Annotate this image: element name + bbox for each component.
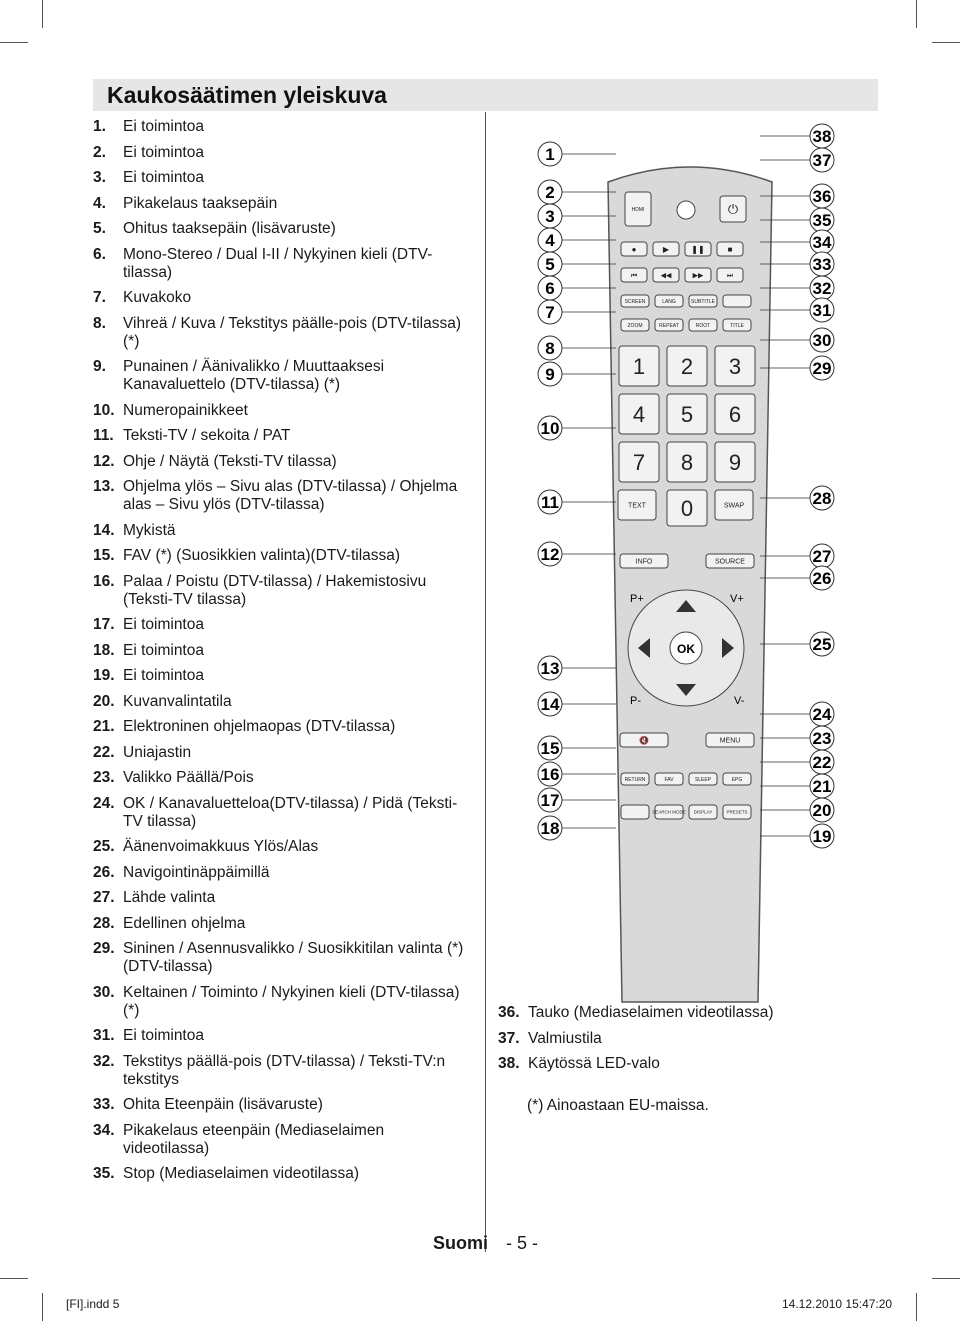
item-text: Pikakelaus taaksepäin [123,194,278,212]
callout-3-label: 3 [545,207,555,226]
item-number: 1. [93,118,106,135]
list-item [93,195,473,213]
item-number: 2. [93,143,106,161]
play-button-label: ▶ [662,244,670,254]
callout-14-label: 14 [540,695,560,714]
item-number: 7. [93,289,106,306]
item-text: Ei toimintoa [123,667,204,684]
list-item [93,642,473,660]
callout-27-label: 27 [812,547,832,566]
item-number: 13. [93,478,115,495]
item-number: 37. [498,1029,520,1047]
item-number: 5. [93,220,106,237]
item-text: Uniajastin [123,743,192,761]
callout-32-label: 32 [812,279,832,298]
swap-button-label: SWAP [723,502,745,510]
item-number: 29. [93,940,115,957]
item-number: 35. [93,1165,115,1182]
list-item [93,573,473,609]
item-text: Ohje / Näytä (Teksti-TV tilassa) [123,452,337,470]
item-text: Valikko Päällä/Pois [123,769,254,786]
callout-22-label: 22 [812,753,832,772]
digit-5-button-label: 5 [680,401,694,427]
item-text: OK / Kanavaluetteloa(DTV-tilassa) / Pidä (Teksti-TV tilassa) [123,794,458,830]
crop-mark [42,0,43,28]
info-button-label: INFO [635,558,653,566]
item-number: 34. [93,1121,115,1139]
callout-25-label: 25 [812,635,832,654]
digit-9-button-label: 9 [728,449,742,475]
digit-0-button-label: 0 [680,495,694,521]
item-text: Elektroninen ohjelmaopas (DTV-tilassa) [123,718,396,735]
callout-33-label: 33 [812,255,832,274]
remote-svg [520,112,860,1012]
ok-label: OK [677,642,695,656]
callout-24-label: 24 [812,705,832,724]
list-item [93,118,473,136]
screen-button-label: SCREEN [624,298,646,305]
item-text: Pikakelaus eteenpäin (Mediaselaimen videotilassa) [123,1121,385,1157]
digit-4-button-label: 4 [632,401,646,427]
list-item [93,915,473,933]
callout-31-label: 31 [812,301,832,320]
source-button-label: SOURCE [715,558,745,566]
item-number: 19. [93,667,115,684]
item-text: Mykistä [123,521,176,539]
callout-21-label: 21 [812,777,832,796]
callout-6-label: 6 [545,279,555,298]
list-item [498,1030,938,1048]
list-item [93,220,473,238]
crop-mark [42,1293,43,1321]
item-text: Kuvanvalintatila [123,692,232,710]
list-item [93,718,473,736]
crop-mark [0,42,28,43]
callout-1-label: 1 [545,145,555,164]
callout-8-label: 8 [545,339,555,358]
page-title: Kaukosäätimen yleiskuva [107,82,387,108]
return-button-label: RETURN [624,776,646,783]
callout-2-label: 2 [545,183,555,202]
v-minus-label: V- [734,695,745,707]
crop-mark [932,42,960,43]
item-number: 26. [93,863,115,881]
item-text: Edellinen ohjelma [123,914,246,932]
item-text: Ohita Eteenpäin (lisävaruste) [123,1096,323,1113]
callout-13-label: 13 [540,659,560,678]
skip-forward-button-label: ⏭ [726,272,734,280]
item-text: Ei toimintoa [123,616,204,633]
function-list [93,118,473,1191]
crop-mark [916,0,917,28]
item-number: 23. [93,769,115,786]
column-divider [485,112,486,1252]
function-list-continued [498,1004,938,1081]
item-number: 15. [93,547,115,564]
item-text: Teksti-TV / sekoita / PAT [123,427,291,444]
item-number: 22. [93,743,115,761]
callout-30-label: 30 [812,331,832,350]
remote-control-illustration [520,112,860,1012]
item-number: 8. [93,314,106,332]
digit-8-button-label: 8 [680,449,694,475]
item-number: 28. [93,914,115,932]
callout-11-label: 11 [541,493,559,512]
slug-filename: [FI].indd 5 [66,1297,120,1311]
list-item [93,864,473,882]
callout-4-label: 4 [545,231,555,250]
item-number: 14. [93,521,115,539]
callout-15-label: 15 [540,739,560,758]
list-item [93,940,473,976]
lang-button-label: LANG [662,298,676,305]
footnote: (*) Ainoastaan EU-maissa. [527,1097,709,1114]
callout-38-label: 38 [812,127,832,146]
item-number: 31. [93,1027,115,1044]
list-item [93,478,473,514]
repeat-button-label: REPEAT [659,322,679,329]
sleep-button-label: SLEEP [694,776,712,783]
digit-7-button-label: 7 [632,449,646,475]
picture-mode-button [621,805,649,819]
item-text: Lähde valinta [123,889,216,906]
callout-28-label: 28 [812,489,832,508]
list-item [93,838,473,856]
crop-mark [916,1293,917,1321]
callout-19-label: 19 [812,827,832,846]
list-item [93,427,473,445]
item-text: Tauko (Mediaselaimen videotilassa) [528,1004,774,1021]
digit-3-button-label: 3 [728,353,742,379]
item-number: 25. [93,838,115,855]
item-text: Sininen / Asennusvalikko / Suosikkitilan valinta (*) (DTV-tilassa) [123,940,464,975]
list-item [93,144,473,162]
list-item [93,1027,473,1045]
item-number: 12. [93,452,115,470]
pause-button-label: ❚❚ [691,244,705,254]
item-text: Valmiustila [528,1029,602,1047]
item-number: 27. [93,889,115,906]
item-number: 16. [93,572,115,590]
item-number: 9. [93,358,106,375]
fast-forward-button-label: ▶▶ [692,272,704,280]
item-text: Stop (Mediaselaimen videotilassa) [123,1165,360,1182]
remote-body [608,167,772,1002]
list-item [93,289,473,307]
title-button-label: TITLE [730,322,744,329]
callout-10-label: 10 [540,419,560,438]
item-text: Vihreä / Kuva / Tekstitys päälle-pois (DTV-tilassa) (*) [123,314,461,350]
list-item [498,1055,938,1073]
item-number: 36. [498,1004,520,1021]
item-number: 6. [93,245,106,263]
list-item [93,693,473,711]
item-text: Ei toimintoa [123,641,204,659]
footer-page-number: - 5 - [506,1233,539,1253]
skip-back-button-label: ⏮ [630,272,638,280]
list-item [93,744,473,762]
item-text: Ei toimintoa [123,1027,204,1044]
item-text: Punainen / Äänivalikko / Muuttaaksesi Kanavaluettelo (DTV-tilassa) (*) [123,358,385,393]
list-item [93,402,473,420]
item-text: Keltainen / Toiminto / Nykyinen kieli (DTV-tilassa) (*) [123,983,460,1019]
item-number: 21. [93,718,115,735]
item-number: 33. [93,1096,115,1113]
callout-16-label: 16 [540,765,560,784]
list-item [93,616,473,634]
list-item [93,315,473,351]
digit-1-button-label: 1 [632,353,646,379]
standby-button-label: ⏻ [727,201,739,217]
fav-button-label: FAV [664,776,674,783]
item-text: Navigointinäppäimillä [123,863,270,881]
list-item [93,246,473,282]
p-plus-label: P+ [630,593,644,605]
item-text: Kuvakoko [123,289,192,306]
footer-language: Suomi [433,1233,489,1253]
item-text: Äänenvoimakkuus Ylös/Alas [123,838,319,855]
item-number: 24. [93,794,115,812]
slug-timestamp: 14.12.2010 15:47:20 [782,1297,893,1311]
callout-18-label: 18 [540,819,560,838]
text-button-label: TEXT [628,502,646,510]
callout-37-label: 37 [812,151,832,170]
callout-12-label: 12 [540,545,560,564]
item-text: Tekstitys päällä-pois (DTV-tilassa) / Teksti-TV:n tekstitys [123,1052,446,1088]
list-item [93,453,473,471]
crop-mark [932,1278,960,1279]
item-number: 18. [93,641,115,659]
stop-button-label: ■ [727,244,733,254]
item-number: 11. [93,427,114,444]
list-item [93,358,473,394]
p-minus-label: P- [630,695,641,707]
item-text: Numeropainikkeet [123,401,248,419]
list-item [93,1122,473,1158]
callout-5-label: 5 [545,255,555,274]
item-text: FAV (*) (Suosikkien valinta)(DTV-tilassa) [123,547,401,564]
item-text: Ohitus taaksepäin (lisävaruste) [123,220,336,237]
digit-2-button-label: 2 [680,353,694,379]
root-button-label: ROOT [695,322,711,329]
list-item [93,769,473,787]
item-number: 3. [93,169,106,186]
rewind-button-label: ◀◀ [660,272,672,280]
item-number: 4. [93,194,106,212]
led-indicator [677,201,695,219]
subtitle-button-label: SUBTITLE [691,298,715,305]
list-item [93,522,473,540]
list-item [93,889,473,907]
item-number: 10. [93,401,115,419]
zoom-button-label: ZOOM [627,322,643,329]
item-number: 17. [93,616,115,633]
record-button-label: ● [631,244,637,254]
list-item [93,169,473,187]
item-number: 32. [93,1052,115,1070]
item-text: Palaa / Poistu (DTV-tilassa) / Hakemistosivu (Teksti-TV tilassa) [123,572,427,608]
crop-mark [0,1278,28,1279]
epg-button-label: EPG [731,776,743,783]
callout-7-label: 7 [545,303,555,322]
callout-36-label: 36 [812,187,832,206]
callout-20-label: 20 [812,801,832,820]
list-item [93,1053,473,1089]
list-item [93,1096,473,1114]
item-text: Ei toimintoa [123,169,204,186]
item-number: 20. [93,692,115,710]
display-button-label: DISPLAY [693,809,713,815]
mute-button-label: 🔇 [639,735,649,745]
callout-35-label: 35 [812,211,832,230]
item-number: 30. [93,983,115,1001]
callout-23-label: 23 [812,729,832,748]
item-number: 38. [498,1055,520,1072]
hdmi-button-label: HDMI [631,206,645,213]
callout-29-label: 29 [812,359,832,378]
presets-button-label: PRESETS [726,809,748,815]
menu-button-label: MENU [719,737,741,745]
callout-17-label: 17 [540,791,560,810]
callout-9-label: 9 [545,365,555,384]
list-item [93,1165,473,1183]
v-plus-label: V+ [730,593,744,605]
item-text: Mono-Stereo / Dual I-II / Nykyinen kieli (DTV-tilassa) [123,245,433,281]
list-item [93,795,473,831]
item-text: Ei toimintoa [123,143,204,161]
callout-34-label: 34 [812,233,832,252]
item-text: Ei toimintoa [123,118,204,135]
blue-button [723,295,751,307]
search-mode-button-label: SEARCH MODE [652,809,686,815]
list-item [93,667,473,685]
callout-26-label: 26 [812,569,832,588]
item-text: Ohjelma ylös – Sivu alas (DTV-tilassa) / Ohjelma alas – Sivu ylös (DTV-tilassa) [123,478,458,513]
item-text: Käytössä LED-valo [528,1055,660,1072]
list-item [93,547,473,565]
digit-6-button-label: 6 [728,401,742,427]
list-item [93,984,473,1020]
